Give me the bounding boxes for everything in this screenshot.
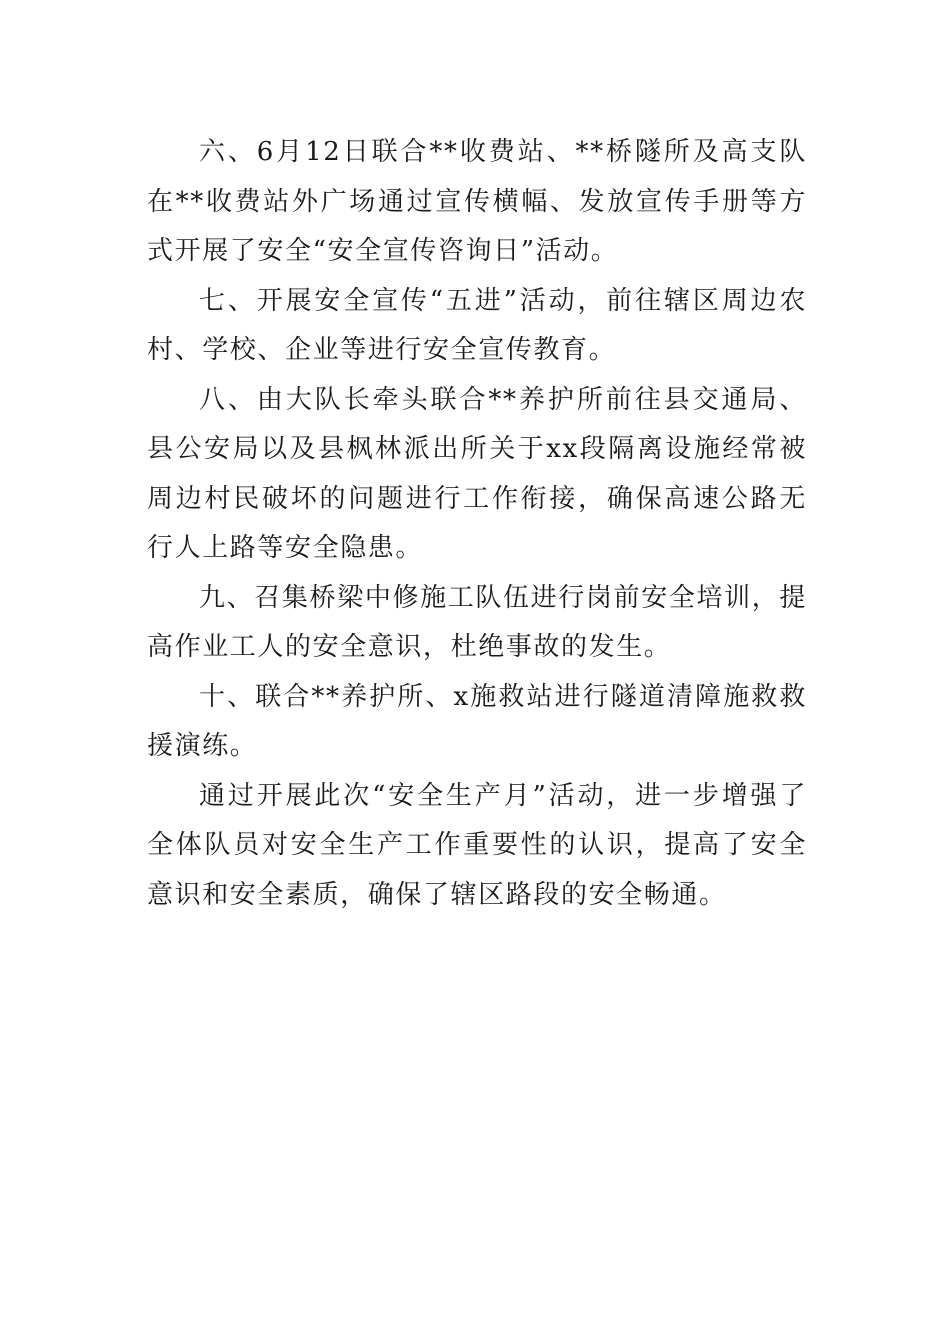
paragraph-item-6: 六、6月12日联合**收费站、**桥隧所及高支队在**收费站外广场通过宣传横幅、发放宣传手册等方式开展了安全“安全宣传咨询日”活动。 <box>147 137 807 266</box>
paragraph-item-8: 八、由大队长牵头联合**养护所前往县交通局、县公安局以及县枫林派出所关于xx段隔离设施经常被周边村民破坏的问题进行工作衔接，确保高速公路无行人上路等安全隐患。 <box>147 384 807 563</box>
paragraph-item-10: 十、联合**养护所、x施救站进行隧道清障施救救援演练。 <box>147 681 807 761</box>
paragraph-item-7: 七、开展安全宣传“五进”活动，前往辖区周边农村、学校、企业等进行安全宣传教育。 <box>147 285 807 365</box>
paragraph-summary: 通过开展此次“安全生产月”活动，进一步增强了全体队员对安全生产工作重要性的认识，提高了安全意识和安全素质，确保了辖区路段的安全畅通。 <box>147 780 807 910</box>
paragraph-item-9: 九、召集桥梁中修施工队伍进行岗前安全培训，提高作业工人的安全意识，杜绝事故的发生。 <box>147 582 807 662</box>
document-body <box>147 128 807 920</box>
